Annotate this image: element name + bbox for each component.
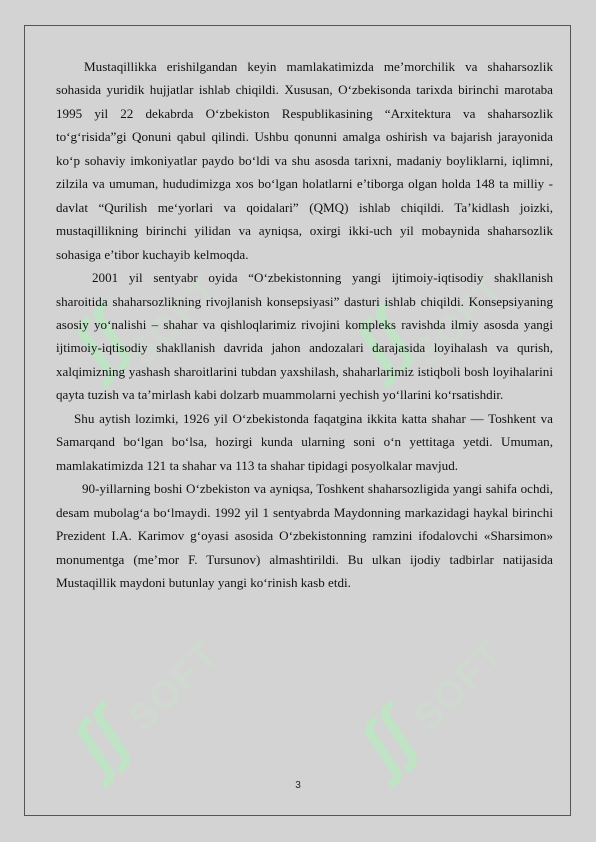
watermark-text: SOFT — [405, 267, 513, 375]
watermark-logo: ʃʃ — [56, 696, 144, 784]
paragraph: 90-yillarning boshi O‘zbekiston va ayniqsa, Toshkent shaharsozligida yangi sahifa ochdi, desam mubolag‘a bo‘lmaydi. 1992 yil 1 sentyabrda Maydonning markazidagi haykal birinchi Prezident I.A. Karimov g‘oyasi asosida O‘zbekistonning ramzini ifodalovchi «Sharsimon» monumentga (me’mor F. Tursunov) almashtirildi. Bu ulkan ijodiy tadbirlar natijasida Mustaqillik maydoni butunlay yangi ko‘rinish kasb etdi. — [56, 481, 553, 590]
paragraph: Mustaqillikka erishilgandan keyin mamlakatimizda me’morchilik va shaharsozlik sohasida yuridik hujjatlar ishlab chiqildi. Xususan, O‘zbekisonda tarixda birinchi marotaba 1995 yil 22 dekabrda O‘zbekiston Respublikasining “Arxitektura va shaharsozlik to‘g‘risida”gi Qonuni qabul qilindi. Ushbu qonunni amalga oshirish va bajarish jarayonida ko‘p sohaviy imkoniyatlar paydo bo‘ldi va shu asosda tarixni, madaniy boyliklarni, iqlimni, zilzila va umuman, hududimizga xos bo‘lgan holatlarni e’tiborga olgan holda 148 ta milliy - davlat “Qurilish me‘yorlari va qoidalari” (QMQ) ishlab chiqildi. Ta’kidlash joizki, mustaqillikning birinchi yilidan va ayniqsa, oxirgi ikki-uch yil mobaynida shaharsozlik sohasiga e’tibor kuchayib kelmoqda. — [56, 59, 553, 262]
page-number: 3 — [295, 780, 301, 791]
paragraph: Shu aytish lozimki, 1926 yil O‘zbekistonda faqatgina ikkita katta shahar — Toshkent va Samarqand bo‘lgan bo‘lsa, hozirgi kunda ularning soni o‘n yettitaga yetdi. Umuman, mamlakatimizda 121 ta shahar va 113 ta shahar tipidagi posyolkalar mavjud. — [56, 410, 553, 473]
watermark-logo: ʃʃ — [343, 696, 431, 784]
watermark-logo: ʃʃ — [56, 296, 144, 384]
paragraph: 2001 yil sentyabr oyida “O‘zbekistonning yangi ijtimoiy-iqtisodiy shakllanish sharoitida shaharsozlikning rivojlanish konsepsiyasi” dasturi ishlab chiqildi. Konsepsiyaning asosiy yo‘nalishi – shahar va qishloqlarimiz rivojini kompleks ravishda ilmiy asosda yangi ijtimoiy-iqtisodiy shakllanish davrida jahon andozalari darajasida loyihalash va qurish, xalqimizning yashash sharoitlarini tubdan yaxshilash, shaharlarimiz istiqboli bosh loyihalarini qayta tuzish va ta’mirlash kabi dolzarb muammolarni yechish yo‘llarini ko‘rsatishdir. — [56, 270, 553, 403]
watermark-text: SOFT — [405, 632, 513, 740]
watermark-text: SOFT — [120, 632, 228, 740]
watermark-text: SOFT — [120, 267, 228, 375]
watermark-logo: ʃʃ — [338, 296, 426, 384]
document-body — [56, 55, 553, 594]
